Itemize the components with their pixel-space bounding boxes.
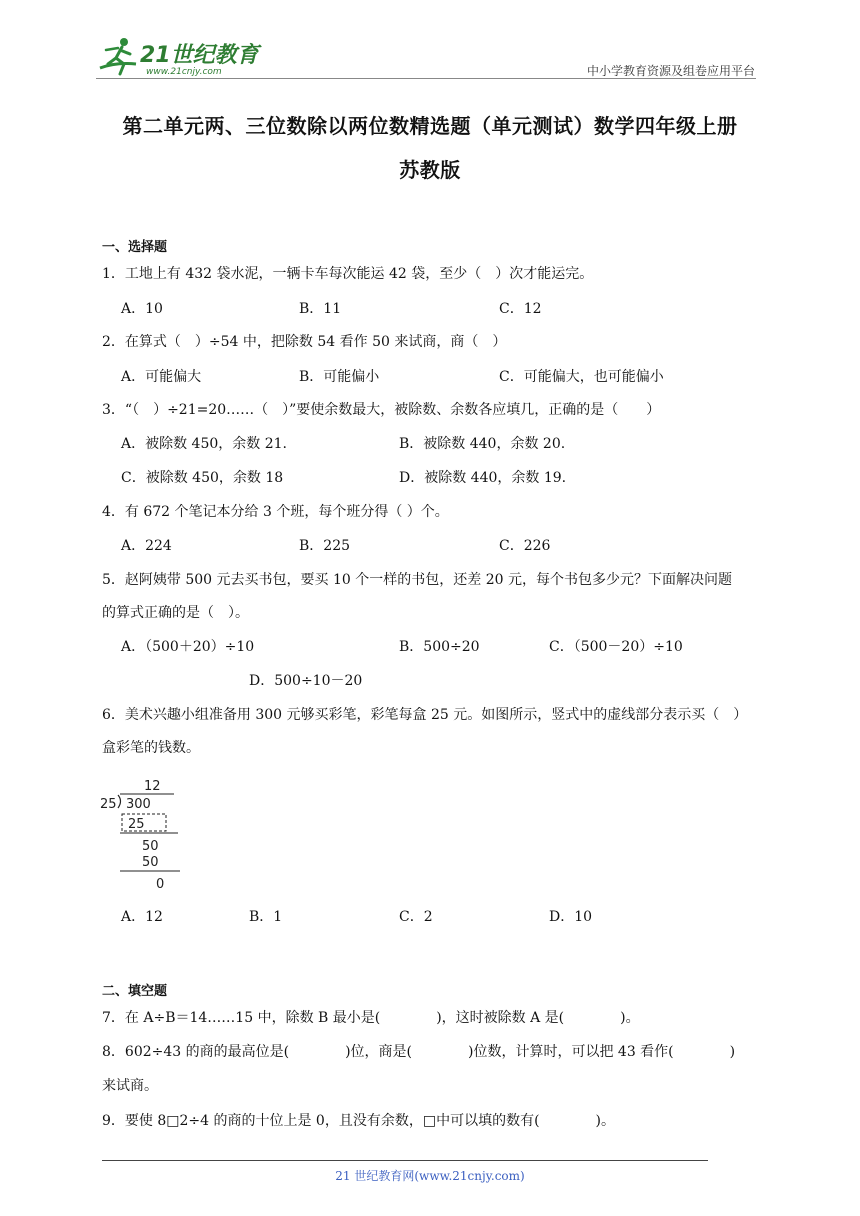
q1-option-c: C．12 [499, 301, 542, 317]
question-8-line1: 8．602÷43 的商的最高位是( )位，商是( )位数，计算时，可以把 43 看作( ) [102, 1044, 736, 1060]
question-1: 1．工地上有 432 袋水泥，一辆卡车每次能运 42 袋，至少（ ）次才能运完。 [102, 266, 594, 282]
q3-option-c: C．被除数 450，余数 18 [121, 470, 284, 486]
question-3: 3．“（ ）÷21=20……（ ）”要使余数最大，被除数、余数各应填几，正确的是（ ） [102, 402, 661, 418]
header-divider [96, 78, 756, 79]
q2-option-a: A．可能偏大 [121, 369, 202, 385]
q5-option-a: A．（500＋20）÷10 [121, 639, 255, 655]
q4-option-a: A．224 [121, 538, 172, 554]
question-2: 2．在算式（ ）÷54 中，把除数 54 看作 50 来试商，商（ ） [102, 334, 507, 350]
logo-url: www.21cnjy.com [146, 67, 222, 77]
q3-option-b: B．被除数 440，余数 20. [399, 436, 566, 452]
q3-option-d: D．被除数 440，余数 19. [399, 470, 567, 486]
question-5-line2: 的算式正确的是（ ）。 [102, 605, 249, 621]
q4-option-c: C．226 [499, 538, 551, 554]
question-6-line2: 盒彩笔的钱数。 [102, 740, 200, 756]
q6-option-c: C．2 [399, 909, 433, 925]
q5-option-b: B．500÷20 [399, 639, 480, 655]
q1-option-b: B．11 [299, 301, 342, 317]
question-5-line1: 5．赵阿姨带 500 元去买书包，要买 10 个一样的书包，还差 20 元，每个书包多少元？下面解决问题 [102, 572, 732, 588]
question-8-line2: 来试商。 [102, 1078, 158, 1094]
q5-option-c: C．（500－20）÷10 [549, 639, 683, 655]
division-dividend: 300 [126, 797, 151, 812]
division-step1: 25 [128, 817, 145, 832]
platform-label: 中小学教育资源及组卷应用平台 [586, 64, 755, 78]
site-logo [96, 34, 266, 82]
question-4: 4．有 672 个笔记本分给 3 个班，每个班分得（ ）个。 [102, 504, 449, 520]
section-heading-choice: 一、选择题 [102, 240, 168, 255]
q2-option-c: C．可能偏大，也可能偏小 [499, 369, 664, 385]
division-step2: 50 [142, 839, 159, 854]
q4-option-b: B．225 [299, 538, 351, 554]
division-quotient: 12 [144, 779, 161, 794]
page-title-line1: 第二单元两、三位数除以两位数精选题（单元测试）数学四年级上册 [122, 114, 738, 138]
question-9: 9．要使 8□2÷4 的商的十位上是 0，且没有余数，□中可以填的数有( )。 [102, 1113, 615, 1129]
page-title-line2: 苏教版 [399, 158, 461, 182]
q5-option-d: D．500÷10－20 [249, 673, 363, 689]
q1-option-a: A．10 [121, 301, 163, 317]
q2-option-b: B．可能偏小 [299, 369, 380, 385]
division-divisor: 25 [100, 797, 117, 812]
logo-text: 21世纪教育 [140, 43, 259, 68]
footer-text: 21 世纪教育网(www.21cnjy.com) [335, 1169, 525, 1183]
division-remainder: 0 [156, 877, 165, 892]
q3-option-a: A．被除数 450，余数 21. [121, 436, 287, 452]
division-step3: 50 [142, 855, 159, 870]
q6-option-a: A．12 [121, 909, 163, 925]
section-heading-fill: 二、填空题 [102, 984, 168, 999]
question-7: 7．在 A÷B＝14……15 中，除数 B 最小是( )，这时被除数 A 是( )。 [102, 1010, 640, 1026]
question-6-line1: 6．美术兴趣小组准备用 300 元够买彩笔，彩笔每盒 25 元。如图所示，竖式中的虚线部分表示买（ ） [102, 707, 748, 723]
q6-option-b: B．1 [249, 909, 283, 925]
footer-divider [102, 1160, 708, 1161]
long-division-figure [98, 776, 188, 892]
q6-option-d: D．10 [549, 909, 593, 925]
